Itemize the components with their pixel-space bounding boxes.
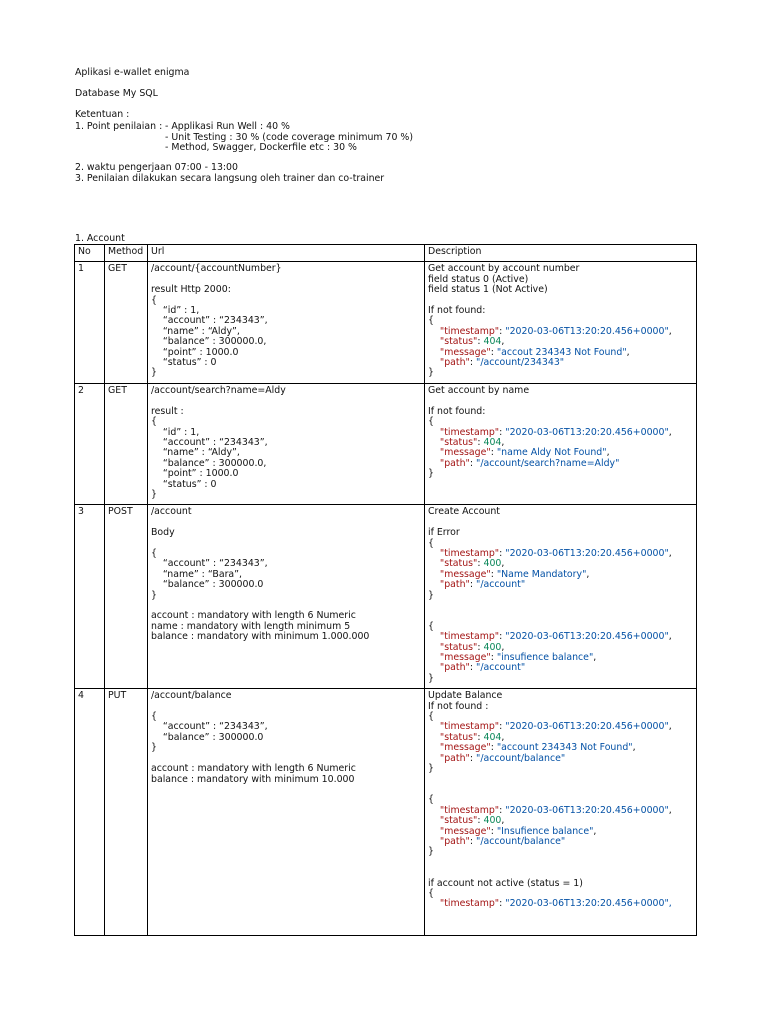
json-line: "message": "account 234343 Not Found", <box>439 742 636 754</box>
url-line: “point” : 1000.0 <box>151 468 239 480</box>
json-line: "path": "/account" <box>439 579 526 591</box>
spacer <box>428 785 693 795</box>
json-value: "Insufience balance" <box>496 825 594 837</box>
url-line: “name” : “Aldy”, <box>151 447 240 459</box>
json-brace: } <box>428 672 434 684</box>
url-line: “account” : “234343”, <box>151 436 268 448</box>
json-value: "2020-03-06T13:20:20.456+0000" <box>505 325 669 337</box>
table-row <box>75 689 697 935</box>
json-line: "timestamp": "2020-03-06T13:20:20.456+0000", <box>439 721 672 733</box>
json-value: "2020-03-06T13:20:20.456+0000" <box>505 804 669 816</box>
cell-url <box>148 505 425 689</box>
cell-no: 3 <box>75 505 105 689</box>
url-line: { <box>151 711 157 723</box>
json-line: "message": "accout 234343 Not Found", <box>439 346 630 358</box>
json-line: "message": "Name Mandatory", <box>439 568 590 580</box>
json-line: "path": "/account/234343" <box>439 357 565 369</box>
header-url: Url <box>148 245 425 262</box>
description-line: field status 1 (Not Active) <box>428 284 548 296</box>
url-line: name : mandatory with length minimum 5 <box>151 620 351 632</box>
json-brace: { <box>428 887 434 899</box>
spacer <box>428 775 693 785</box>
description-line: field status 0 (Active) <box>428 273 529 285</box>
url-line: “balance” : 300000.0 <box>151 579 264 591</box>
url-line: { <box>151 547 157 559</box>
description-line: Get account by name <box>428 384 530 396</box>
spacer <box>428 858 693 868</box>
json-brace: } <box>428 763 434 775</box>
json-key: "timestamp" <box>439 547 500 559</box>
json-line: "timestamp": "2020-03-06T13:20:20.456+0000", <box>439 898 672 910</box>
json-key: "timestamp" <box>439 721 500 733</box>
json-value: "/account" <box>476 579 526 591</box>
json-line: "timestamp": "2020-03-06T13:20:20.456+0000", <box>439 325 672 337</box>
criteria-row <box>75 121 697 132</box>
document-header <box>75 68 697 185</box>
header-no: No <box>75 245 105 262</box>
cell-description <box>425 689 697 935</box>
url-line <box>151 539 421 549</box>
url-line: “status” : 0 <box>151 357 217 369</box>
json-value: "Name Mandatory" <box>496 568 587 580</box>
ketentuan-label: Ketentuan : <box>75 109 130 121</box>
cell-description <box>425 383 697 504</box>
url-line: /account <box>151 506 192 518</box>
description-line <box>428 518 693 528</box>
cell-no: 2 <box>75 383 105 504</box>
json-key: "timestamp" <box>439 804 500 816</box>
json-line: "timestamp": "2020-03-06T13:20:20.456+0000", <box>439 631 672 643</box>
json-key: "timestamp" <box>439 631 500 643</box>
penilaian-text: 3. Penilaian dilakukan secara langsung oleh trainer dan co-trainer <box>75 172 385 184</box>
json-key: "status" <box>439 731 478 743</box>
url-line: result : <box>151 405 184 417</box>
json-line: "message": "insufience balance", <box>439 652 597 664</box>
json-line: "message": "name Aldy Not Found", <box>439 447 610 459</box>
json-key: "message" <box>439 346 491 358</box>
url-line: “status” : 0 <box>151 478 217 490</box>
json-key: "status" <box>439 336 478 348</box>
url-line: /account/balance <box>151 690 232 702</box>
json-line: "status": 404, <box>439 436 505 448</box>
cell-method: GET <box>105 262 148 383</box>
json-value: "2020-03-06T13:20:20.456+0000" <box>505 547 669 559</box>
criteria-row <box>75 142 697 153</box>
json-key: "status" <box>439 436 478 448</box>
url-line <box>151 702 421 712</box>
json-value: "/account/search?name=Aldy" <box>476 457 620 469</box>
json-key: "message" <box>439 447 491 459</box>
url-line: balance : mandatory with minimum 1.000.000 <box>151 631 370 643</box>
url-line: } <box>151 589 157 601</box>
cell-no: 4 <box>75 689 105 935</box>
json-value: "/account/balance" <box>476 752 566 764</box>
json-line: "status": 400, <box>439 641 505 653</box>
url-line: “balance” : 300000.0 <box>151 731 264 743</box>
criteria-item: - Applikasi Run Well : 40 % <box>165 120 290 132</box>
json-brace: { <box>428 416 434 428</box>
waktu-text: 2. waktu pengerjaan 07:00 - 13:00 <box>75 162 238 174</box>
spacer <box>428 920 693 930</box>
point-label: 1. Point penilaian : <box>75 120 163 132</box>
json-value: 404 <box>483 731 502 743</box>
json-key: "timestamp" <box>439 898 500 910</box>
json-line: "timestamp": "2020-03-06T13:20:20.456+0000", <box>439 804 672 816</box>
section-label: 1. Account <box>75 233 125 244</box>
json-line: "timestamp": "2020-03-06T13:20:20.456+0000", <box>439 547 672 559</box>
json-value: "/account" <box>476 662 526 674</box>
url-line: } <box>151 488 157 500</box>
json-value: "2020-03-06T13:20:20.456+0000" <box>505 426 669 438</box>
spacer <box>428 910 693 920</box>
criteria-item: - Method, Swagger, Dockerfile etc : 30 % <box>165 142 357 154</box>
url-line: “balance” : 300000.0, <box>151 336 267 348</box>
json-value: "name Aldy Not Found" <box>496 447 607 459</box>
json-line: "status": 400, <box>439 815 505 827</box>
json-key: "message" <box>439 652 491 664</box>
json-key: "path" <box>439 457 470 469</box>
url-line: result Http 2000: <box>151 284 231 296</box>
url-line: “name” : “Bara”, <box>151 568 243 580</box>
url-line: account : mandatory with length 6 Numeric <box>151 610 356 622</box>
description-line: if Error <box>428 527 460 539</box>
table-row <box>75 505 697 689</box>
json-brace: { <box>428 794 434 806</box>
url-line <box>151 396 421 406</box>
description-line: Create Account <box>428 506 500 518</box>
json-key: "timestamp" <box>439 426 500 438</box>
json-key: "path" <box>439 357 470 369</box>
json-value: "accout 234343 Not Found" <box>496 346 627 358</box>
json-line: "path": "/account" <box>439 662 526 674</box>
url-line: balance : mandatory with minimum 10.000 <box>151 773 355 785</box>
table-row <box>75 383 697 504</box>
json-key: "message" <box>439 825 491 837</box>
url-line: { <box>151 294 157 306</box>
json-brace: { <box>428 620 434 632</box>
criteria-row <box>75 132 697 143</box>
json-key: "message" <box>439 568 491 580</box>
url-line: { <box>151 416 157 428</box>
doc-title: Aplikasi e-wallet enigma <box>75 67 190 78</box>
json-value: "2020-03-06T13:20:20.456+0000" <box>505 721 669 733</box>
url-line: “account” : “234343”, <box>151 558 268 570</box>
page-cutoff <box>0 947 768 1024</box>
json-line: "path": "/account/balance" <box>439 835 566 847</box>
table-header-row <box>75 245 697 262</box>
description-line: If not found : <box>428 700 489 712</box>
json-key: "path" <box>439 752 470 764</box>
url-line: “name” : “Aldy”, <box>151 325 240 337</box>
description-line: Get account by account number <box>428 263 580 275</box>
json-value: 400 <box>483 558 502 570</box>
description-line: If not found: <box>428 305 486 317</box>
json-brace: { <box>428 711 434 723</box>
cell-url <box>148 262 425 383</box>
json-brace: } <box>428 589 434 601</box>
spacer <box>428 868 693 878</box>
url-line: Body <box>151 527 175 539</box>
json-key: "path" <box>439 662 470 674</box>
url-line: “id” : 1, <box>151 426 200 438</box>
json-key: "status" <box>439 641 478 653</box>
json-line: "path": "/account/search?name=Aldy" <box>439 457 620 469</box>
url-line: “id” : 1, <box>151 305 200 317</box>
json-brace: } <box>428 468 434 480</box>
description-line: if account not active (status = 1) <box>428 877 583 889</box>
url-line: “balance” : 300000.0, <box>151 457 267 469</box>
json-key: "path" <box>439 579 470 591</box>
table-row <box>75 262 697 383</box>
json-line: "status": 404, <box>439 336 505 348</box>
json-value: "/account/balance" <box>476 835 566 847</box>
json-key: "timestamp" <box>439 325 500 337</box>
cell-url <box>148 383 425 504</box>
json-value: 400 <box>483 815 502 827</box>
json-value: "insufience balance" <box>496 652 594 664</box>
cell-method: PUT <box>105 689 148 935</box>
url-line: “account” : “234343”, <box>151 721 268 733</box>
json-key: "status" <box>439 558 478 570</box>
cell-method: GET <box>105 383 148 504</box>
spacer <box>428 601 693 611</box>
api-table <box>74 244 697 936</box>
header-description: Description <box>425 245 697 262</box>
json-key: "path" <box>439 835 470 847</box>
cell-description <box>425 262 697 383</box>
header-method: Method <box>105 245 148 262</box>
url-line: /account/{accountNumber} <box>151 263 282 275</box>
json-value: 400 <box>483 641 502 653</box>
json-line: "path": "/account/balance" <box>439 752 566 764</box>
json-line: "status": 404, <box>439 731 505 743</box>
cell-method: POST <box>105 505 148 689</box>
cell-description <box>425 505 697 689</box>
json-brace: } <box>428 846 434 858</box>
doc-database: Database My SQL <box>75 88 158 100</box>
json-value: "account 234343 Not Found" <box>496 742 633 754</box>
json-brace: } <box>428 367 434 379</box>
json-key: "message" <box>439 742 491 754</box>
url-line: /account/search?name=Aldy <box>151 384 286 396</box>
json-key: "status" <box>439 815 478 827</box>
url-line: } <box>151 367 157 379</box>
json-value: "2020-03-06T13:20:20.456+0000" <box>505 631 669 643</box>
url-line: } <box>151 742 157 754</box>
json-value: 404 <box>483 336 502 348</box>
url-line <box>151 518 421 528</box>
json-value: 404 <box>483 436 502 448</box>
cell-no: 1 <box>75 262 105 383</box>
json-line: "timestamp": "2020-03-06T13:20:20.456+0000", <box>439 426 672 438</box>
description-line: Update Balance <box>428 690 503 702</box>
cell-url <box>148 689 425 935</box>
criteria-item: - Unit Testing : 30 % (code coverage minimum 70 %) <box>165 131 413 143</box>
spacer <box>428 611 693 621</box>
json-brace: { <box>428 537 434 549</box>
url-line: account : mandatory with length 6 Numeric <box>151 763 356 775</box>
json-brace: { <box>428 315 434 327</box>
json-value: "/account/234343" <box>476 357 565 369</box>
json-line: "message": "Insufience balance", <box>439 825 597 837</box>
url-line: “account” : “234343”, <box>151 315 268 327</box>
description-line: If not found: <box>428 405 486 417</box>
json-value: "2020-03-06T13:20:20.456+0000", <box>505 898 672 910</box>
json-line: "status": 400, <box>439 558 505 570</box>
url-line: “point” : 1000.0 <box>151 346 239 358</box>
